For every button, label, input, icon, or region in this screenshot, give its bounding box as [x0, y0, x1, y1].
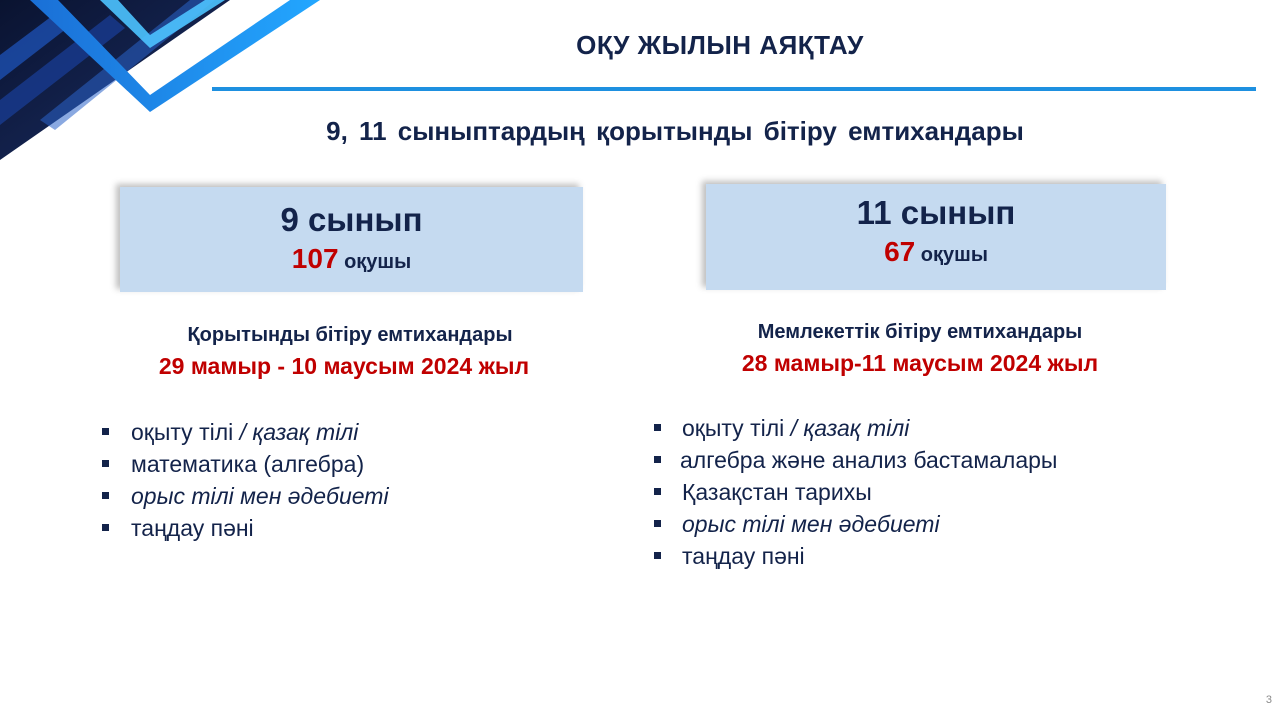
list-item	[654, 412, 1154, 444]
square-bullet-icon	[102, 428, 109, 435]
subject-text: Қазақстан тарихы	[682, 479, 872, 505]
subject-text: таңдау пәні	[131, 515, 254, 541]
grade11-title: 11 сынып	[856, 194, 1016, 231]
square-bullet-icon	[654, 456, 661, 463]
subject-text: оқыту тілі	[131, 419, 234, 445]
list-item	[102, 416, 522, 448]
square-bullet-icon	[102, 524, 109, 531]
page-number: 3	[1265, 694, 1272, 706]
grade11-subject-list	[654, 412, 1154, 572]
list-item	[102, 480, 522, 512]
square-bullet-icon	[654, 488, 661, 495]
subject-text: алгебра және анализ бастамалары	[680, 447, 1058, 473]
list-item	[654, 476, 1154, 508]
grade9-title: 9 сынып	[280, 201, 423, 238]
title-underline	[212, 87, 1256, 91]
grade9-exam-name: Қорытынды бітіру емтихандары	[187, 324, 513, 346]
slide-title: ОҚУ ЖЫЛЫН АЯҚТАУ	[576, 30, 864, 60]
square-bullet-icon	[102, 492, 109, 499]
grade9-subject-list	[102, 416, 522, 544]
subject-text: таңдау пәні	[682, 543, 805, 569]
slide-subtitle: 9, 11 сыныптардың қорытынды бітіру емтихандары	[326, 116, 1024, 146]
subject-text-italic: орыс тілі мен әдебиеті	[131, 483, 389, 509]
square-bullet-icon	[654, 424, 661, 431]
grade11-count-label: оқушы	[920, 244, 988, 266]
grade11-count-line	[706, 236, 1166, 268]
grade9-count-label: оқушы	[344, 251, 412, 273]
subject-text: математика (алгебра)	[131, 451, 365, 477]
subject-text-italic: орыс тілі мен әдебиеті	[682, 511, 940, 537]
list-item	[654, 444, 1154, 476]
grade11-card	[706, 184, 1166, 290]
grade11-count: 67	[884, 236, 916, 267]
grade11-exam-name: Мемлекеттік бітіру емтихандары	[757, 321, 1083, 343]
list-item	[654, 540, 1154, 572]
square-bullet-icon	[654, 552, 661, 559]
list-item	[102, 448, 522, 480]
subject-text-italic: / қазақ тілі	[784, 415, 910, 441]
square-bullet-icon	[102, 460, 109, 467]
grade9-count-line	[120, 243, 583, 275]
square-bullet-icon	[654, 520, 661, 527]
subject-text: оқыту тілі	[682, 415, 785, 441]
grade11-exam-dates: 28 мамыр-11 маусым 2024 жыл	[741, 350, 1099, 376]
grade9-count: 107	[291, 243, 339, 274]
subject-text-italic: / қазақ тілі	[233, 419, 359, 445]
list-item	[654, 508, 1154, 540]
list-item	[102, 512, 522, 544]
grade9-exam-dates: 29 мамыр - 10 маусым 2024 жыл	[158, 353, 530, 379]
grade9-card	[120, 187, 583, 292]
